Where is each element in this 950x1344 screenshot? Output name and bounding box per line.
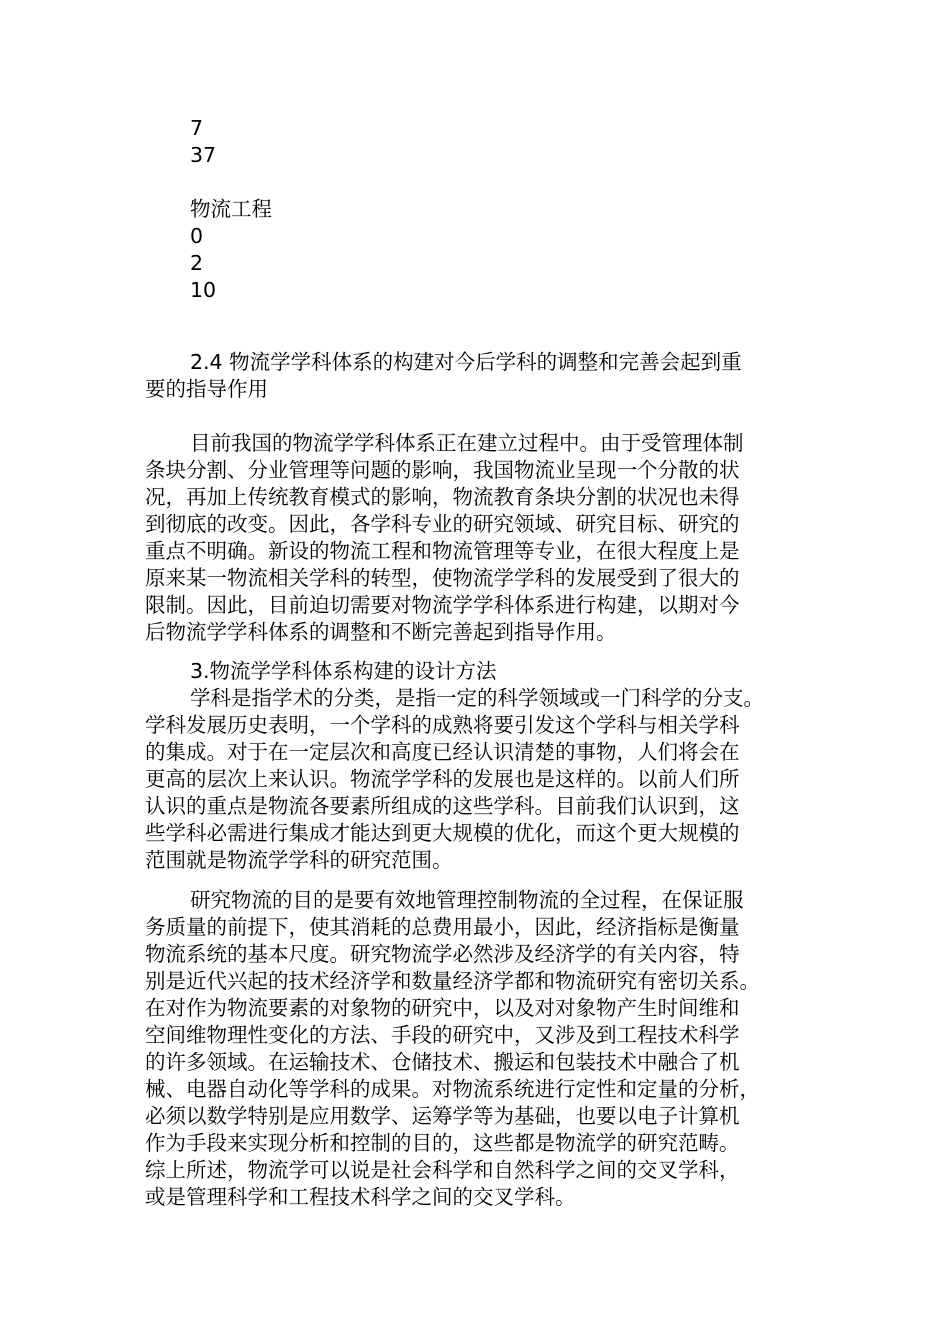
section-heading-2-4: [145, 349, 817, 403]
table-row-label: 物流工程: [190, 197, 272, 221]
paragraph-line: 更高的层次上来认识。物流学学科的发展也是这样的。以前人们所: [145, 767, 740, 791]
paragraph-line: 目前我国的物流学学科体系正在建立过程中。由于受管理体制: [190, 431, 744, 455]
paragraph-line: 况，再加上传统教育模式的影响，物流教育条块分割的状况也未得: [145, 485, 740, 509]
section-heading-3: [145, 658, 817, 685]
paragraph-line: 作为手段来实现分析和控制的目的，这些都是物流学的研究范畴。: [145, 1131, 740, 1155]
paragraph-line: 必须以数学特别是应用数学、运筹学等为基础，也要以电子计算机: [145, 1104, 740, 1128]
heading-line: 3.物流学学科体系构建的设计方法: [190, 659, 497, 683]
table-cell: 7: [190, 116, 204, 140]
paragraph-line: 综上所述，物流学可以说是社会科学和自然科学之间的交叉学科，: [145, 1158, 740, 1182]
paragraph-line: 认识的重点是物流各要素所组成的这些学科。目前我们认识到，这: [145, 794, 740, 818]
paragraph-line: 或是管理科学和工程技术科学之间的交叉学科。: [145, 1185, 576, 1209]
paragraph-line: 的集成。对于在一定层次和高度已经认识清楚的事物，人们将会在: [145, 740, 740, 764]
paragraph-line: 械、电器自动化等学科的成果。对物流系统进行定性和定量的分析，: [145, 1077, 760, 1101]
table-cell: 0: [190, 224, 204, 248]
paragraph-line: 别是近代兴起的技术经济学和数量经济学都和物流研究有密切关系。: [145, 969, 760, 993]
heading-line: 要的指导作用: [145, 377, 268, 401]
paragraph-line: 在对作为物流要素的对象物的研究中，以及对对象物产生时间维和: [145, 996, 740, 1020]
table-cell: 10: [190, 278, 217, 302]
paragraph-line: 研究物流的目的是要有效地管理控制物流的全过程，在保证服: [190, 888, 744, 912]
table-cell: 37: [190, 143, 217, 167]
paragraph-line: 限制。因此，目前迫切需要对物流学学科体系进行构建，以期对今: [145, 593, 740, 617]
paragraph: [145, 887, 817, 1211]
paragraph: [145, 685, 817, 874]
paragraph-line: 原来某一物流相关学科的转型，使物流学学科的发展受到了很大的: [145, 566, 740, 590]
paragraph-line: 务质量的前提下，使其消耗的总费用最小，因此，经济指标是衡量: [145, 915, 740, 939]
paragraph-line: 学科发展历史表明，一个学科的成熟将要引发这个学科与相关学科: [145, 713, 740, 737]
paragraph-line: 条块分割、分业管理等问题的影响，我国物流业呈现一个分散的状: [145, 458, 740, 482]
paragraph-line: 范围就是物流学学科的研究范围。: [145, 848, 453, 872]
paragraph-line: 空间维物理性变化的方法、手段的研究中，又涉及到工程技术科学: [145, 1023, 740, 1047]
paragraph-line: 重点不明确。新设的物流工程和物流管理等专业，在很大程度上是: [145, 539, 740, 563]
heading-line: 2.4 物流学学科体系的构建对今后学科的调整和完善会起到重: [190, 350, 742, 374]
paragraph-line: 物流系统的基本尺度。研究物流学必然涉及经济学的有关内容，特: [145, 942, 740, 966]
paragraph: [145, 430, 817, 646]
paragraph-line: 些学科必需进行集成才能达到更大规模的优化，而这个更大规模的: [145, 821, 740, 845]
paragraph-line: 后物流学学科体系的调整和不断完善起到指导作用。: [145, 620, 617, 644]
table-cell: 2: [190, 251, 204, 275]
paragraph-line: 到彻底的改变。因此，各学科专业的研究领域、研究目标、研究的: [145, 512, 740, 536]
paragraph-line: 的许多领域。在运输技术、仓储技术、搬运和包装技术中融合了机: [145, 1050, 740, 1074]
paragraph-line: 学科是指学术的分类，是指一定的科学领域或一门科学的分支。: [190, 686, 764, 710]
